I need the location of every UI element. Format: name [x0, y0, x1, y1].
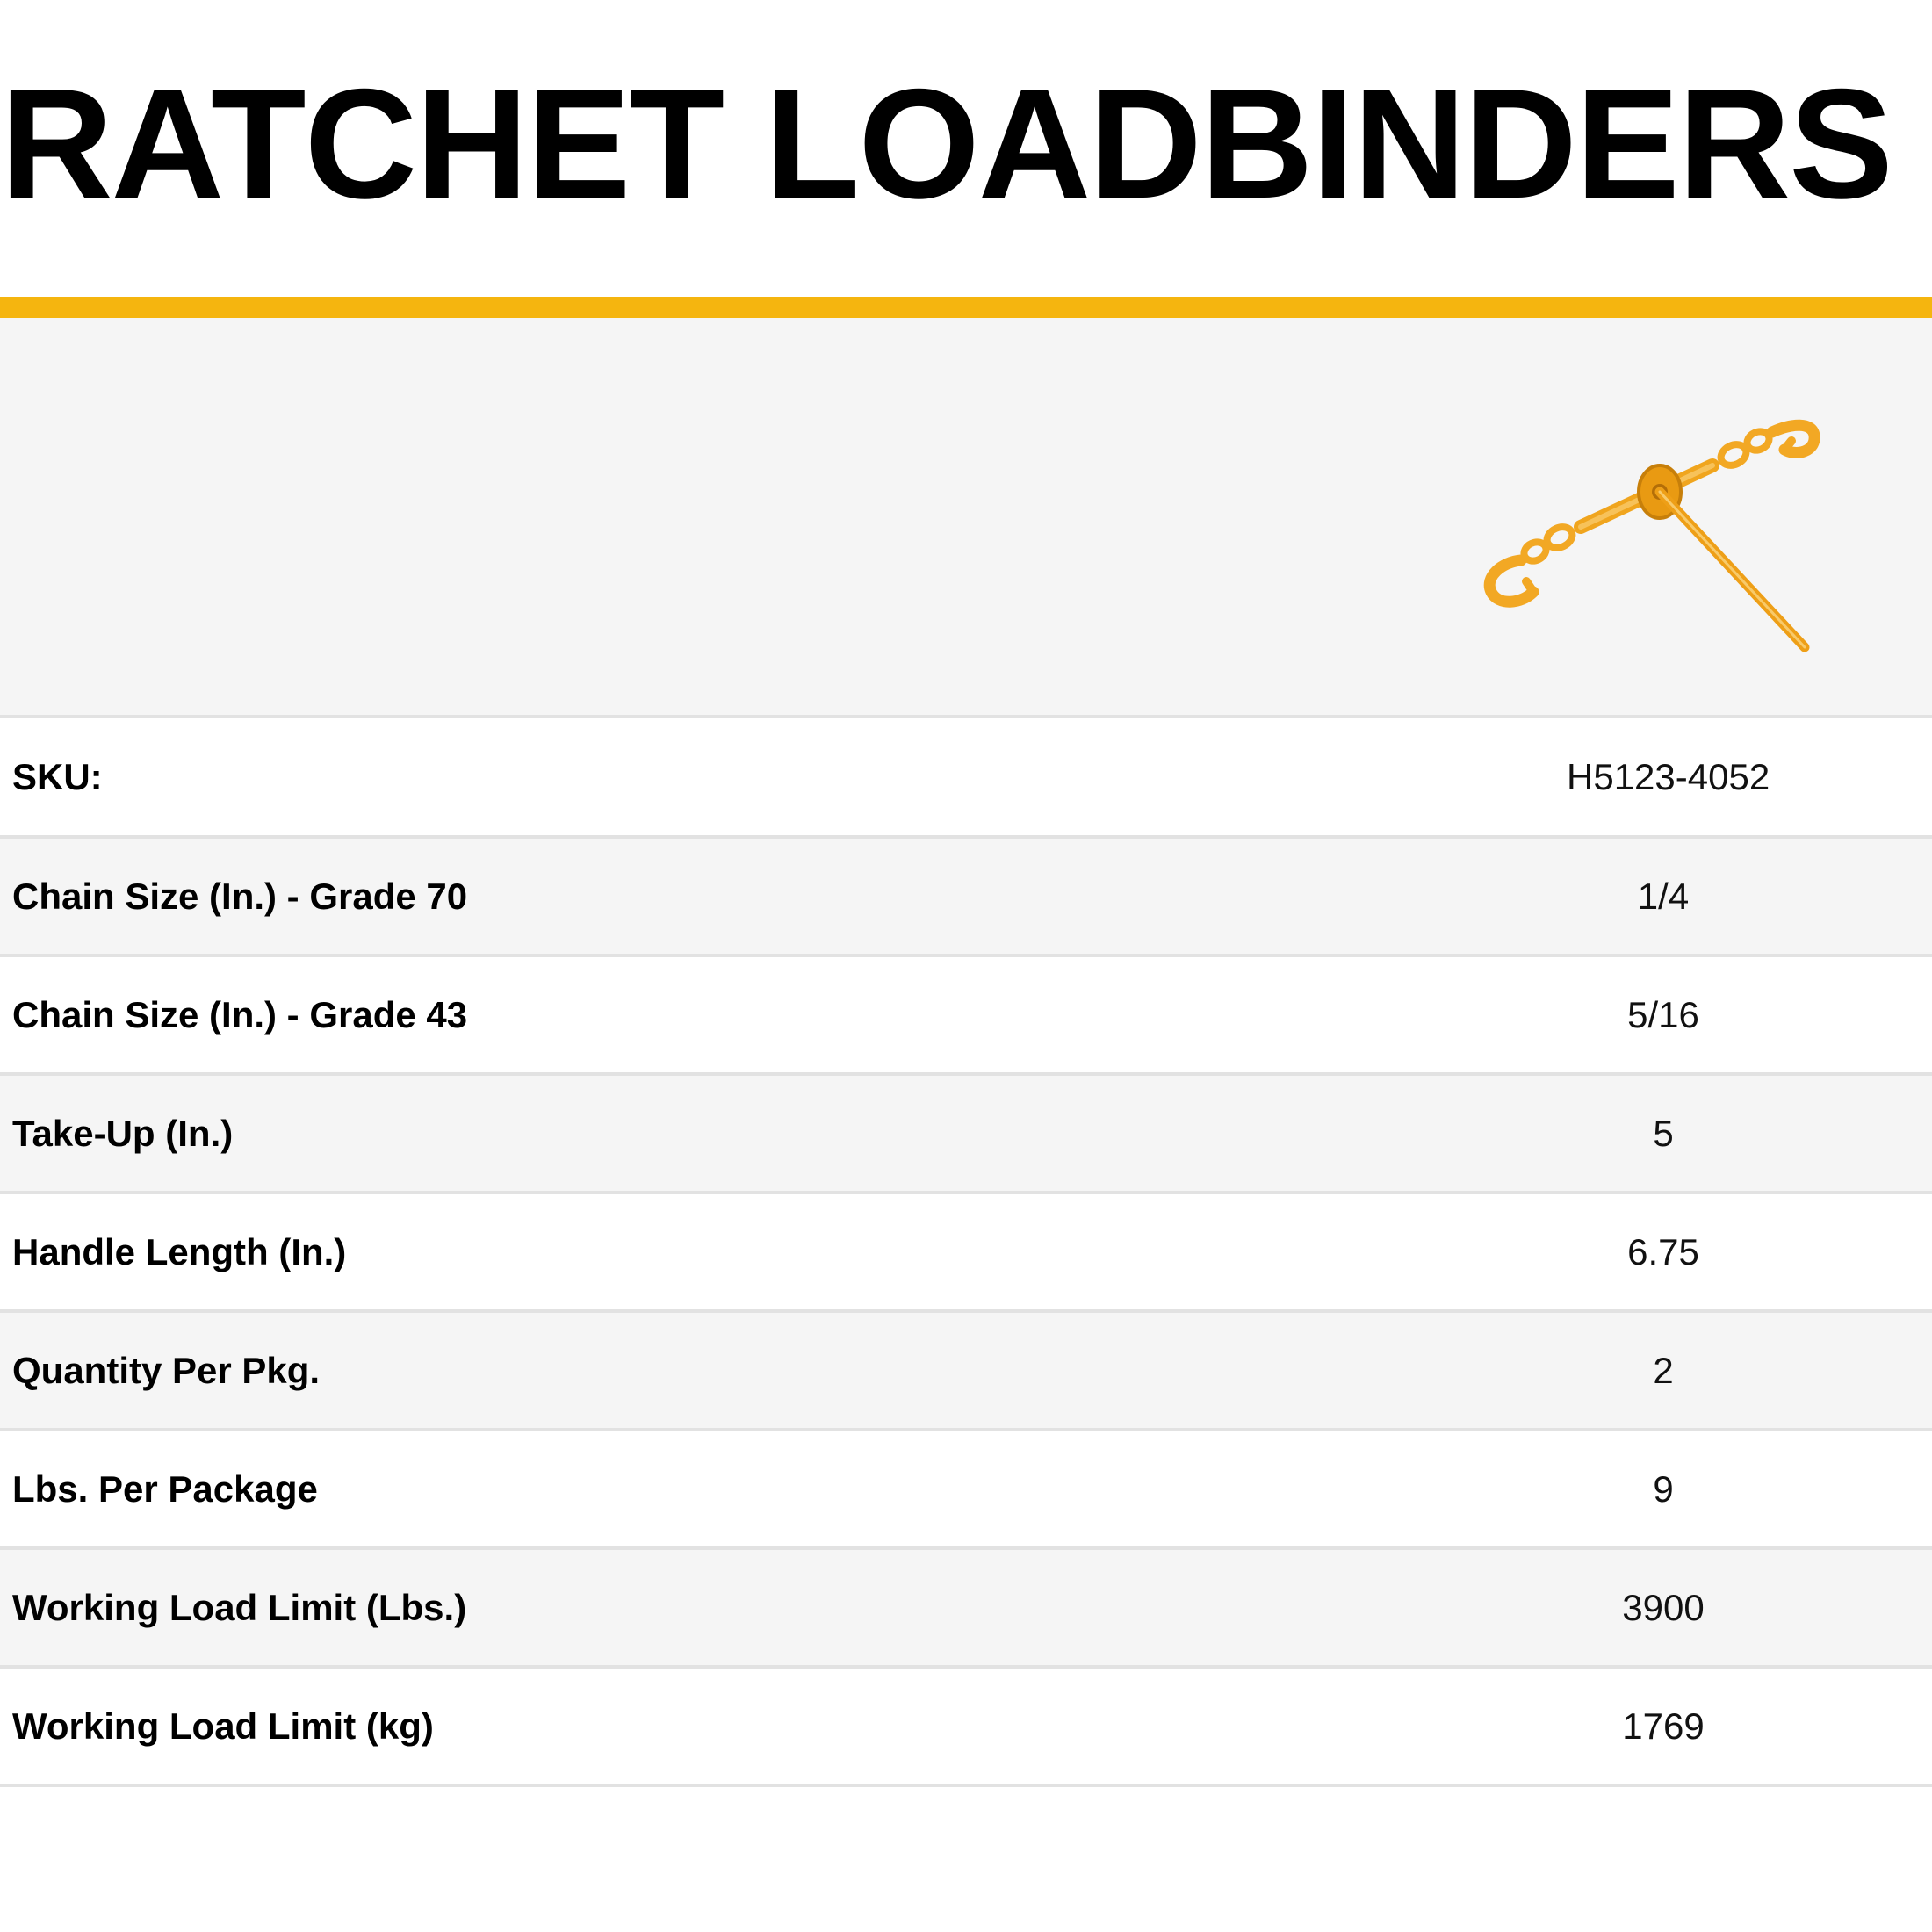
spec-label: Lbs. Per Package — [0, 1430, 1365, 1548]
table-row — [0, 1193, 1932, 1311]
spec-label: Handle Length (In.) — [0, 1193, 1365, 1311]
table-row — [0, 1074, 1932, 1193]
ratchet-loadbinder-icon — [1475, 397, 1827, 660]
spec-table — [0, 718, 1932, 1787]
spec-label: Working Load Limit (kg) — [0, 1667, 1365, 1785]
spec-label: Take-Up (In.) — [0, 1074, 1365, 1193]
spec-value: 1/4 — [1637, 875, 1690, 917]
table-row — [0, 955, 1932, 1074]
spec-label: Quantity Per Pkg. — [0, 1311, 1365, 1430]
product-image-panel — [0, 318, 1932, 718]
spec-value: 3900 — [1622, 1586, 1705, 1628]
table-row — [0, 718, 1932, 837]
spec-label: Chain Size (In.) - Grade 43 — [0, 955, 1365, 1074]
spec-value: 1769 — [1622, 1705, 1705, 1747]
table-row — [0, 1430, 1932, 1548]
page-title: RATCHET LOADBINDERS — [0, 56, 1892, 231]
spec-value: 5/16 — [1627, 993, 1699, 1035]
table-row — [0, 1548, 1932, 1667]
spec-value: 5 — [1653, 1112, 1674, 1154]
spec-value: H5123-4052 — [1567, 755, 1770, 797]
accent-divider — [0, 297, 1932, 318]
spec-value: 6.75 — [1627, 1230, 1699, 1272]
table-row — [0, 837, 1932, 955]
spec-label: Chain Size (In.) - Grade 70 — [0, 837, 1365, 955]
spec-value: 2 — [1653, 1349, 1674, 1391]
spec-value: 9 — [1653, 1467, 1674, 1510]
spec-label: Working Load Limit (Lbs.) — [0, 1548, 1365, 1667]
spec-label: SKU: — [0, 718, 1365, 837]
table-row — [0, 1667, 1932, 1785]
table-row — [0, 1311, 1932, 1430]
